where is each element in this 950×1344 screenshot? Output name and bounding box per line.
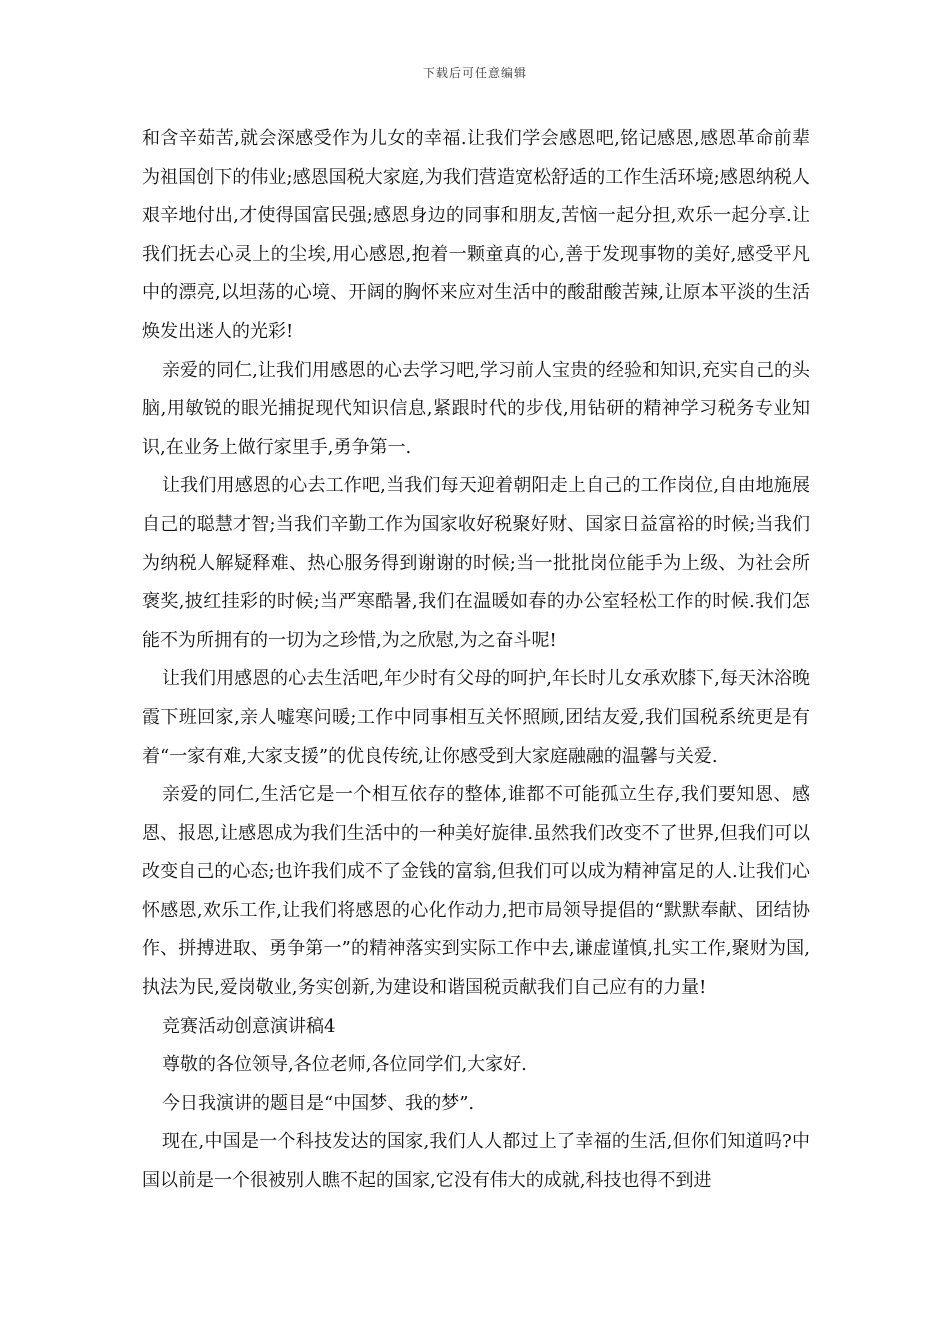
section-heading: 竞赛活动创意演讲稿4 [162, 1015, 336, 1037]
paragraph: 今日我演讲的题目是“中国梦、我的梦”. [162, 1092, 475, 1114]
paragraph: 和含辛茹苦,就会深感受作为儿女的幸福.让我们学会感恩吧,铭记感恩,感恩革命前辈为祖国创下的伟业;感恩国税大家庭,为我们营造宽松舒适的工作生活环境;感恩纳税人艰辛地付出,才使得国富民强;感恩身边的同事和朋友,苦恼一起分担,欢乐一起分享.让我们抚去心灵上的尘埃,用心感恩,抱着一颗童真的心,善于发现事物的美好,感受平凡中的漂亮,以坦荡的心境、开阔的胸怀来应对生活中的酸甜酸苦辣,让原本平淡的生活焕发出迷人的光彩! [142, 128, 810, 342]
document-body [142, 120, 810, 1201]
paragraph: 亲爱的同仁,让我们用感恩的心去学习吧,学习前人宝贵的经验和知识,充实自己的头脑,用敏锐的眼光捕捉现代知识信息,紧跟时代的步伐,用钻研的精神学习税务专业知识,在业务上做行家里手,勇争第一. [142, 359, 810, 458]
paragraph: 让我们用感恩的心去生活吧,年少时有父母的呵护,年长时儿女承欢膝下,每天沐浴晚霞下班回家,亲人嘘寒问暖;工作中同事相互关怀照顾,团结友爱,我们国税系统更是有着“一家有难,大家支援”的优良传统,让你感受到大家庭融融的温馨与关爱. [142, 668, 810, 767]
paragraph: 亲爱的同仁,生活它是一个相互依存的整体,谁都不可能孤立生存,我们要知恩、感恩、报恩,让感恩成为我们生活中的一种美好旋律.虽然我们改变不了世界,但我们可以改变自己的心态;也许我们成不了金钱的富翁,但我们可以成为精神富足的人.让我们心怀感恩,欢乐工作,让我们将感恩的心化作动力,把市局领导提倡的“默默奉献、团结协作、拼搏进取、勇争第一”的精神落实到实际工作中去,谦虚谨慎,扎实工作,聚财为国,执法为民,爱岗敬业,务实创新,为建设和谐国税贡献我们自己应有的力量! [142, 784, 810, 999]
paragraph: 尊敬的各位领导,各位老师,各位同学们,大家好. [162, 1054, 527, 1076]
paragraph: 现在,中国是一个科技发达的国家,我们人人都过上了幸福的生活,但你们知道吗?中国以前是一个很被别人瞧不起的国家,它没有伟大的成就,科技也得不到进 [142, 1131, 810, 1192]
page-header: 下载后可任意编辑 [422, 66, 527, 80]
paragraph: 让我们用感恩的心去工作吧,当我们每天迎着朝阳走上自己的工作岗位,自由地施展自己的聪慧才智;当我们辛勤工作为国家收好税聚好财、国家日益富裕的时候;当我们为纳税人解疑释难、热心服务得到谢谢的时候;当一批批岗位能手为上级、为社会所褒奖,披红挂彩的时候;当严寒酷暑,我们在温暖如春的办公室轻松工作的时候.我们怎能不为所拥有的一切为之珍惜,为之欣慰,为之奋斗呢! [142, 475, 810, 651]
